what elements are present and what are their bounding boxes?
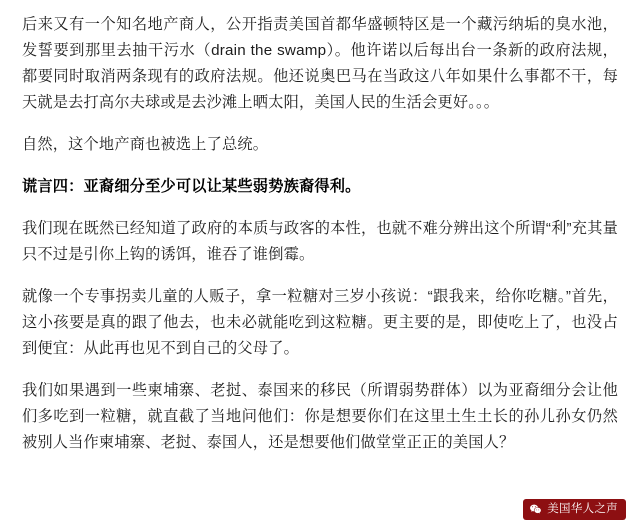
- paragraph-6: 我们如果遇到一些柬埔寨、老挝、泰国来的移民（所谓弱势群体）以为亚裔细分会让他们多吃到一粒糖，就直截了当地问他们：你是想要你们在这里土生土长的孙儿孙女仍然被别人当作柬埔寨、老挝、泰国人，还是想要他们做堂堂正正的美国人？: [22, 382, 618, 451]
- section-heading-lie-four: 谎言四：亚裔细分至少可以让某些弱势族裔得利。: [22, 178, 361, 195]
- wechat-icon: [529, 503, 542, 516]
- paragraph-1: 后来又有一个知名地产商人，公开指责美国首都华盛顿特区是一个藏污纳垢的臭水池，发誓要到那里去抽干污水（drain the swamp）。他许诺以后每出台一条新的政府法规，都要同时取消两条现有的政府法规。他还说奥巴马在当政这八年如果什么事都不干，每天就是去打高尔夫球或是去沙滩上晒太阳，美国人民的生活会更好。。。: [22, 16, 618, 111]
- wechat-account-name: 美国华人之声: [547, 502, 618, 515]
- wechat-account-badge[interactable]: [523, 499, 626, 520]
- paragraph-5: 就像一个专事拐卖儿童的人贩子，拿一粒糖对三岁小孩说：“跟我来，给你吃糖。”首先，这小孩要是真的跟了他去，也未必就能吃到这粒糖。更主要的是，即使吃上了，也没占到便宜：从此再也见不到自己的父母了。: [22, 288, 618, 357]
- paragraph-4: 我们现在既然已经知道了政府的本质与政客的本性，也就不难分辨出这个所谓“利”充其量只不过是引你上钩的诱饵，谁吞了谁倒霉。: [22, 220, 618, 263]
- paragraph-2: 自然，这个地产商也被选上了总统。: [22, 136, 269, 153]
